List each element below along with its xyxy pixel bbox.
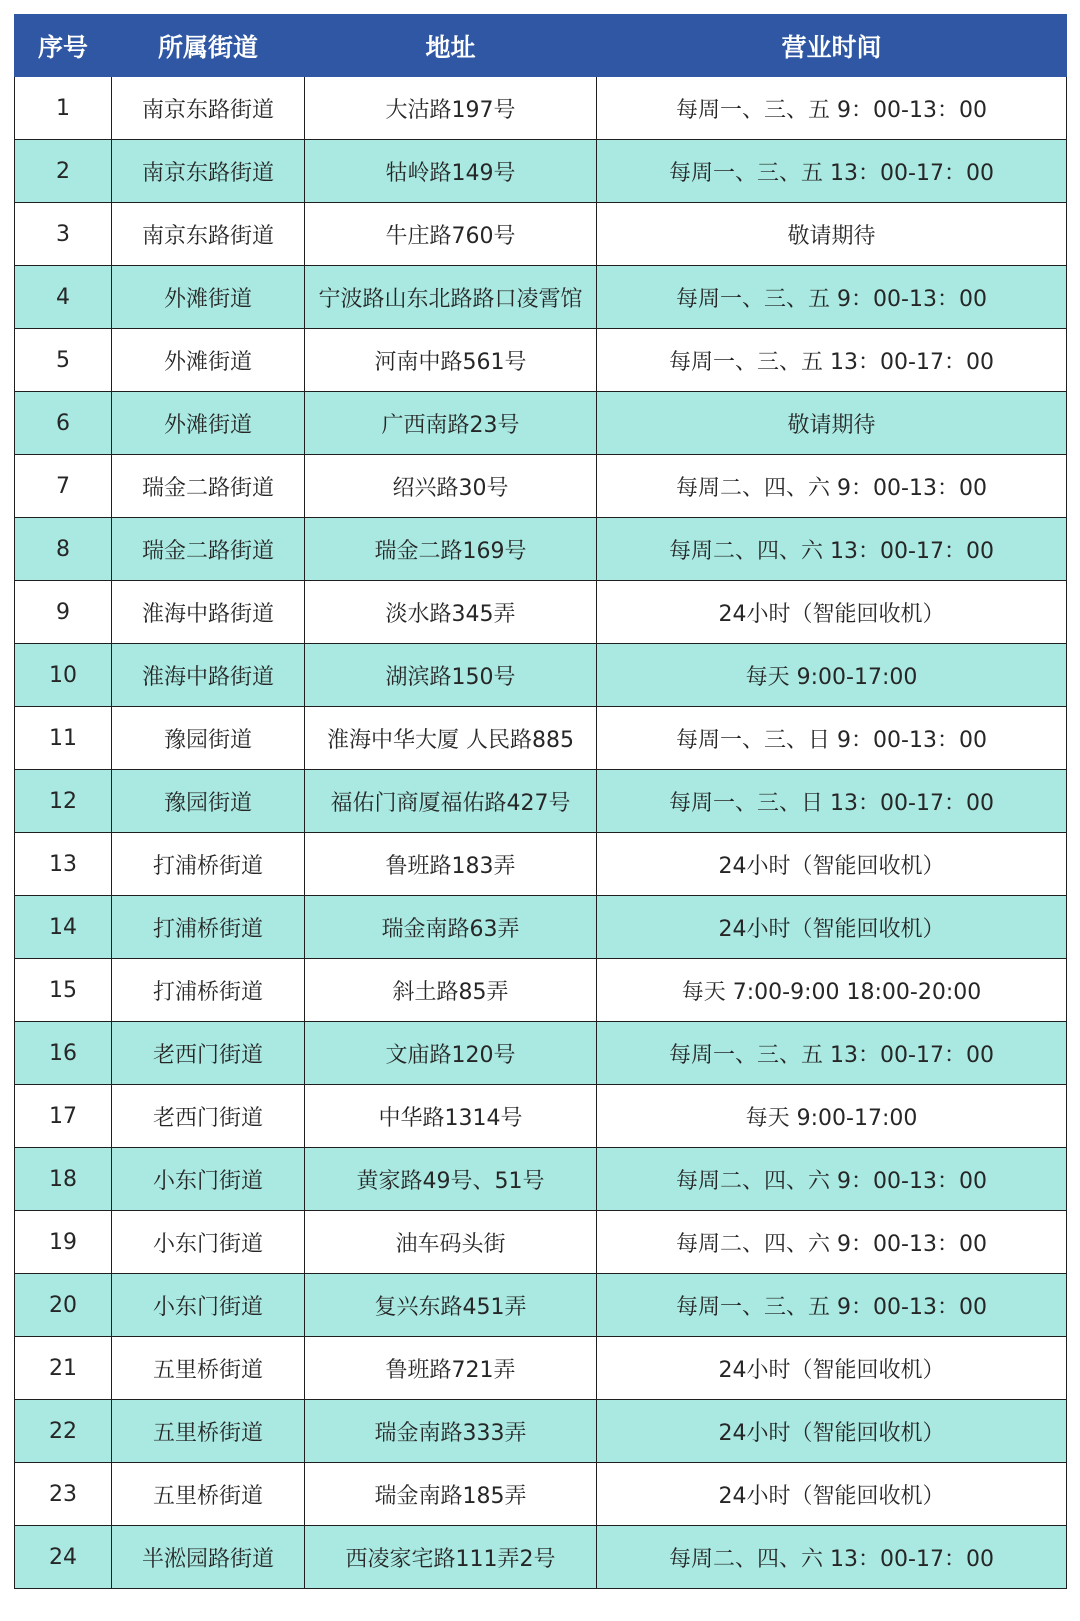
cell-no: 3 <box>15 203 112 266</box>
cell-address: 大沽路197号 <box>305 77 597 140</box>
cell-hours: 每周二、四、六 9：00-13：00 <box>597 1148 1067 1211</box>
cell-street: 小东门街道 <box>112 1274 305 1337</box>
table-row <box>15 392 1067 455</box>
cell-hours: 24小时（智能回收机） <box>597 1400 1067 1463</box>
cell-no: 21 <box>15 1337 112 1400</box>
recycling-points-table <box>14 14 1067 1589</box>
cell-hours: 每周二、四、六 13：00-17：00 <box>597 518 1067 581</box>
cell-no: 12 <box>15 770 112 833</box>
cell-address: 油车码头街 <box>305 1211 597 1274</box>
cell-no: 20 <box>15 1274 112 1337</box>
cell-no: 19 <box>15 1211 112 1274</box>
table-row <box>15 770 1067 833</box>
cell-address: 鲁班路183弄 <box>305 833 597 896</box>
cell-address: 文庙路120号 <box>305 1022 597 1085</box>
cell-hours: 24小时（智能回收机） <box>597 1463 1067 1526</box>
cell-street: 外滩街道 <box>112 329 305 392</box>
cell-address: 复兴东路451弄 <box>305 1274 597 1337</box>
cell-hours: 每周二、四、六 13：00-17：00 <box>597 1526 1067 1589</box>
cell-street: 五里桥街道 <box>112 1463 305 1526</box>
cell-street: 豫园街道 <box>112 770 305 833</box>
cell-street: 半淞园路街道 <box>112 1526 305 1589</box>
table-row <box>15 959 1067 1022</box>
cell-address: 鲁班路721弄 <box>305 1337 597 1400</box>
cell-street: 老西门街道 <box>112 1085 305 1148</box>
cell-no: 11 <box>15 707 112 770</box>
cell-hours: 每周二、四、六 9：00-13：00 <box>597 1211 1067 1274</box>
cell-address: 中华路1314号 <box>305 1085 597 1148</box>
table-row <box>15 1148 1067 1211</box>
table-row <box>15 581 1067 644</box>
cell-no: 9 <box>15 581 112 644</box>
cell-no: 15 <box>15 959 112 1022</box>
table-row <box>15 1400 1067 1463</box>
cell-hours: 每周一、三、五 13：00-17：00 <box>597 1022 1067 1085</box>
table-row <box>15 644 1067 707</box>
table-row <box>15 1085 1067 1148</box>
cell-hours: 24小时（智能回收机） <box>597 581 1067 644</box>
cell-no: 17 <box>15 1085 112 1148</box>
table-row <box>15 707 1067 770</box>
cell-street: 五里桥街道 <box>112 1400 305 1463</box>
cell-hours: 每天 7:00-9:00 18:00-20:00 <box>597 959 1067 1022</box>
cell-street: 打浦桥街道 <box>112 959 305 1022</box>
table-row <box>15 1211 1067 1274</box>
cell-address: 斜土路85弄 <box>305 959 597 1022</box>
cell-street: 打浦桥街道 <box>112 833 305 896</box>
cell-street: 瑞金二路街道 <box>112 455 305 518</box>
cell-street: 外滩街道 <box>112 392 305 455</box>
header-row <box>15 15 1067 77</box>
cell-address: 绍兴路30号 <box>305 455 597 518</box>
cell-hours: 每周一、三、五 13：00-17：00 <box>597 329 1067 392</box>
cell-address: 牯岭路149号 <box>305 140 597 203</box>
cell-street: 南京东路街道 <box>112 77 305 140</box>
cell-address: 瑞金二路169号 <box>305 518 597 581</box>
cell-hours: 每天 9:00-17:00 <box>597 644 1067 707</box>
cell-hours: 24小时（智能回收机） <box>597 833 1067 896</box>
cell-street: 五里桥街道 <box>112 1337 305 1400</box>
cell-address: 西凌家宅路111弄2号 <box>305 1526 597 1589</box>
table-row <box>15 1526 1067 1589</box>
table-row <box>15 140 1067 203</box>
cell-address: 淡水路345弄 <box>305 581 597 644</box>
cell-hours: 每周一、三、日 13：00-17：00 <box>597 770 1067 833</box>
cell-street: 打浦桥街道 <box>112 896 305 959</box>
cell-hours: 24小时（智能回收机） <box>597 1337 1067 1400</box>
cell-no: 6 <box>15 392 112 455</box>
cell-street: 南京东路街道 <box>112 203 305 266</box>
header-hours: 营业时间 <box>597 15 1067 77</box>
cell-hours: 敬请期待 <box>597 203 1067 266</box>
cell-hours: 每天 9:00-17:00 <box>597 1085 1067 1148</box>
cell-no: 18 <box>15 1148 112 1211</box>
cell-hours: 24小时（智能回收机） <box>597 896 1067 959</box>
cell-no: 23 <box>15 1463 112 1526</box>
cell-address: 湖滨路150号 <box>305 644 597 707</box>
cell-street: 瑞金二路街道 <box>112 518 305 581</box>
cell-street: 小东门街道 <box>112 1148 305 1211</box>
table-body <box>15 77 1067 1589</box>
cell-street: 淮海中路街道 <box>112 644 305 707</box>
cell-no: 13 <box>15 833 112 896</box>
cell-address: 瑞金南路63弄 <box>305 896 597 959</box>
cell-street: 老西门街道 <box>112 1022 305 1085</box>
cell-address: 瑞金南路185弄 <box>305 1463 597 1526</box>
cell-street: 豫园街道 <box>112 707 305 770</box>
cell-no: 4 <box>15 266 112 329</box>
cell-address: 宁波路山东北路路口凌霄馆 <box>305 266 597 329</box>
cell-hours: 每周一、三、五 9：00-13：00 <box>597 266 1067 329</box>
header-address: 地址 <box>305 15 597 77</box>
table-row <box>15 896 1067 959</box>
cell-street: 南京东路街道 <box>112 140 305 203</box>
table-row <box>15 329 1067 392</box>
cell-no: 1 <box>15 77 112 140</box>
cell-street: 外滩街道 <box>112 266 305 329</box>
cell-hours: 每周一、三、五 9：00-13：00 <box>597 1274 1067 1337</box>
cell-address: 广西南路23号 <box>305 392 597 455</box>
table-row <box>15 455 1067 518</box>
cell-hours: 敬请期待 <box>597 392 1067 455</box>
header-street: 所属街道 <box>112 15 305 77</box>
table-row <box>15 1463 1067 1526</box>
table-row <box>15 1337 1067 1400</box>
cell-address: 福佑门商厦福佑路427号 <box>305 770 597 833</box>
cell-no: 5 <box>15 329 112 392</box>
cell-street: 淮海中路街道 <box>112 581 305 644</box>
cell-street: 小东门街道 <box>112 1211 305 1274</box>
table-row <box>15 266 1067 329</box>
table-header <box>15 15 1067 77</box>
cell-address: 河南中路561号 <box>305 329 597 392</box>
header-no: 序号 <box>15 15 112 77</box>
cell-hours: 每周一、三、五 13：00-17：00 <box>597 140 1067 203</box>
table-row <box>15 833 1067 896</box>
cell-hours: 每周一、三、五 9：00-13：00 <box>597 77 1067 140</box>
cell-address: 瑞金南路333弄 <box>305 1400 597 1463</box>
cell-no: 8 <box>15 518 112 581</box>
table-row <box>15 518 1067 581</box>
cell-no: 7 <box>15 455 112 518</box>
cell-no: 14 <box>15 896 112 959</box>
cell-hours: 每周二、四、六 9：00-13：00 <box>597 455 1067 518</box>
cell-hours: 每周一、三、日 9：00-13：00 <box>597 707 1067 770</box>
cell-address: 黄家路49号、51号 <box>305 1148 597 1211</box>
cell-no: 10 <box>15 644 112 707</box>
cell-no: 2 <box>15 140 112 203</box>
cell-address: 淮海中华大厦 人民路885 <box>305 707 597 770</box>
table-row <box>15 77 1067 140</box>
cell-no: 24 <box>15 1526 112 1589</box>
cell-no: 16 <box>15 1022 112 1085</box>
cell-no: 22 <box>15 1400 112 1463</box>
table-row <box>15 1274 1067 1337</box>
cell-address: 牛庄路760号 <box>305 203 597 266</box>
table-row <box>15 203 1067 266</box>
table-row <box>15 1022 1067 1085</box>
